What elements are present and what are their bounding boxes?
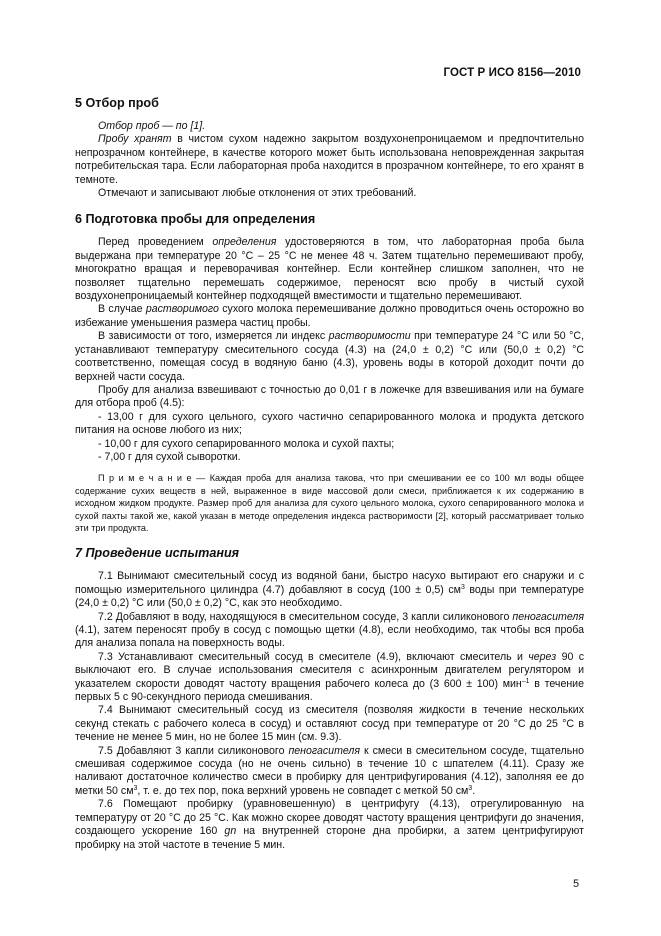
s7-paragraph-7-3: 7.3 Устанавливают смесительный сосуд в смесителе (4.9), включают смеситель и через 90 с выключают его. В случае использования смесителя с асинхронным двигателем регулятором и указателем скорости доводят частоту вращения рабочего колеса до (3 600 ± 100) мин$^{-1}$ в течение первых 5 с 90-секундного периода смешивания. (75, 650, 584, 704)
page-number: 5 (573, 878, 579, 890)
s6-paragraph-2: В случае растворимого сухого молока перемешивание должно проводиться очень осторожно во избежание уменьшения размера частиц пробы. (75, 303, 584, 329)
section-6-heading: 6 Подготовка пробы для определения (75, 212, 316, 227)
standard-header: ГОСТ Р ИСО 8156—2010 (443, 67, 581, 79)
s6-paragraph-3: В зависимости от того, измеряется ли индекс растворимости при температуре 24 °С или 50 °С, устанавливают температуру смесительного сосуда (4.3) на (24,0 ± 0,2) °С или (50,0 ± 0,2) °С соответственно, помещая сосуд в водяную баню (4.3), уровень воды в которой доходит почти до верхней части сосуда. (75, 330, 585, 383)
s6-paragraph-4: Пробу для анализа взвешивают с точностью до 0,01 г в ложечке для взвешивания или на бумаге для отбора проб (4.5): (75, 383, 584, 410)
list-item: - 7,00 г для сухой сыворотки. (98, 450, 241, 463)
s6-paragraph-1: Перед проведением определения удостоверяются в том, что лабораторная проба была выдержана при температуре 20 °С – 25 °С не менее 48 ч. Затем тщательно перемешивают пробу, многократно вращая и переворачивая контейнер. Если контейнер слишком заполнен, что не позволяет тщательно перемешать содержимое, переносят всю пробу в чистый сухой воздухонепроницаемый контейнер подходящей вместимости и тщательно перемешивают. (75, 236, 584, 303)
s7-paragraph-7-5: 7.5 Добавляют 3 капли силиконового пеногасителя к смеси в смесительном сосуде, тщательно смешивая содержимое сосуда (но не очень сильно) в течение 10 с шпателем (4.11). Сразу же наливают достаточное количество смеси в пробирку для центрифугирования (4.12), заполняя ее до метки 50 $см^3$, т. е. до тех пор, пока верхний уровень не совпадет с меткой 50 $см^3$. (75, 744, 584, 797)
s6-note: П р и м е ч а н и е — Каждая проба для анализа такова, что при смешивании ее со 100 мл воды общее содержание сухих веществ в ней, выраженное в виде массовой доли смеси, приближается к их содержанию в исходном жидком продукте. Размер проб для анализа для сухого цельного молока, сухого сепарированного молока и сухой пахты такой же, какой указан в методе определения индекса растворимости [2], который рассматривает только эти три продукта. (75, 473, 584, 533)
document-body (75, 96, 584, 852)
s7-paragraph-7-4: 7.4 Вынимают смесительный сосуд из смесителя (позволяя жидкости в течение нескольких секунд стекать с рабочего колеса в сосуд) и оставляют сосуд при температуре от 20 °С до 25 °С в течение не менее 5 мин, но не более 15 мин (см. 9.3). (75, 704, 584, 744)
s5-paragraph-2: Пробу хранят в чистом сухом надежно закрытом воздухонепроницаемом и предпочтительно непрозрачном контейнере, в качестве которого может быть использована неповрежденная закрытая потребительская тара. Если лабораторная проба находится в прозрачном контейнере, то его хранят в темноте. (75, 133, 584, 186)
list-item: - 13,00 г для сухого цельного, сухого частично сепарированного молока и продукта детского питания на основе любого из них; (75, 410, 584, 437)
s7-paragraph-7-1: 7.1 Вынимают смесительный сосуд из водяной бани, быстро насухо вытирают его снаружи и с помощью измерительного цилиндра (4.7) добавляют в сосуд (100 ± 0,5) $см^3$ воды при температуре (24,0 ± 0,2) °С или (50,0 ± 0,2) °С, как это необходимо. (75, 570, 584, 610)
section-7-heading: 7 Проведение испытания (75, 546, 240, 561)
s5-paragraph-1: Отбор проб — по [1]. (98, 120, 206, 132)
s7-paragraph-7-6: 7.6 Помещают пробирку (уравновешенную) в центрифугу (4.13), отрегулированную на температуру от 20 °С до 25 °С. Как можно скорее доводят частоту вращения центрифуги до значения, создающего ускорение 160 gn на внутренней стороне дна пробирки, а затем центрифугируют пробирку на этой частоте в течение 5 мин. (75, 798, 584, 851)
s5-paragraph-3: Отмечают и записывают любые отклонения от этих требований. (98, 187, 417, 200)
list-item: - 10,00 г для сухого сепарированного молока и сухой пахты; (98, 437, 395, 450)
s7-paragraph-7-2: 7.2 Добавляют в воду, находящуюся в смесительном сосуде, 3 капли силиконового пеногасителя (4.1), затем переносят пробу в сосуд с помощью щетки (4.8), если необходимо, так чтобы вся проба для анализа попала на поверхность воды. (75, 610, 584, 650)
section-5-heading: 5 Отбор проб (75, 96, 159, 110)
